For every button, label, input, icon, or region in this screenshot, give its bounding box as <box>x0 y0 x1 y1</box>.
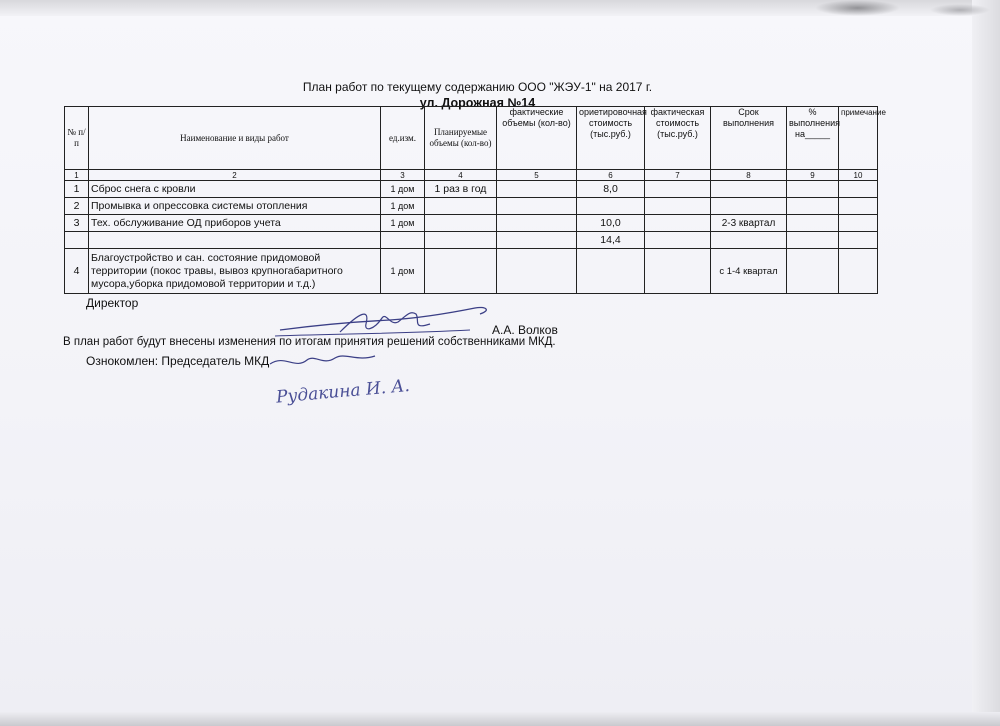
col-number: 8 <box>711 170 787 181</box>
scan-smudge <box>930 4 990 16</box>
planned-volume <box>425 215 497 232</box>
actual-cost <box>645 232 711 249</box>
actual-cost <box>645 249 711 294</box>
actual-cost <box>645 181 711 198</box>
work-plan-table <box>64 106 886 294</box>
work-name: Промывка и опрессовка системы отопления <box>89 198 381 215</box>
director-label: Директор <box>86 296 139 310</box>
work-name: Тех. обслуживание ОД приборов учета <box>89 215 381 232</box>
table-row <box>65 215 878 232</box>
term <box>711 181 787 198</box>
actual-volume <box>497 215 577 232</box>
remark <box>839 198 878 215</box>
percent-done <box>787 198 839 215</box>
scan-smudge <box>815 0 900 16</box>
col-number: 6 <box>577 170 645 181</box>
col-header: примечание <box>839 107 878 170</box>
scan-edge-bottom <box>0 712 1000 726</box>
unit <box>381 232 425 249</box>
unit: 1 дом <box>381 215 425 232</box>
row-number: 3 <box>65 215 89 232</box>
document-title: План работ по текущему содержанию ООО "ЖЭУ-1" на 2017 г. <box>302 80 653 94</box>
unit: 1 дом <box>381 249 425 294</box>
unit: 1 дом <box>381 181 425 198</box>
term: 2-3 квартал <box>711 215 787 232</box>
remark <box>839 249 878 294</box>
chairman-handwritten-name <box>272 372 442 412</box>
col-number: 7 <box>645 170 711 181</box>
remark <box>839 181 878 198</box>
col-header: Планируемые объемы (кол-во) <box>425 107 497 170</box>
col-header: Наименование и виды работ <box>89 107 381 170</box>
actual-volume <box>497 232 577 249</box>
table-row <box>65 249 878 294</box>
col-header: Срок выполнения <box>711 107 787 170</box>
svg-text:Рудакина И. А.: Рудакина И. А. <box>275 375 411 408</box>
col-number: 9 <box>787 170 839 181</box>
col-number: 5 <box>497 170 577 181</box>
col-header: ориетировочная стоимость (тыс.руб.) <box>577 107 645 170</box>
unit: 1 дом <box>381 198 425 215</box>
plan-change-note: В план работ будут внесены изменения по итогам принятия решений собственниками МКД. <box>63 336 556 348</box>
work-name: Благоустройство и сан. состояние придомовой территории (покос травы, вывоз крупногабаритного мусора,уборка придомовой территории и т.д.) <box>89 249 381 294</box>
col-number: 2 <box>89 170 381 181</box>
col-header: ед.изм. <box>381 107 425 170</box>
col-header: фактические объемы (кол-во) <box>497 107 577 170</box>
planned-volume <box>425 249 497 294</box>
table-header-row <box>65 107 878 170</box>
estimated-cost: 14,4 <box>577 232 645 249</box>
estimated-cost: 8,0 <box>577 181 645 198</box>
estimated-cost <box>577 249 645 294</box>
scan-edge-right <box>972 0 1000 726</box>
chairman-signature <box>265 350 385 374</box>
col-number: 1 <box>65 170 89 181</box>
term: с 1-4 квартал <box>711 249 787 294</box>
row-number: 4 <box>65 249 89 294</box>
estimated-cost: 10,0 <box>577 215 645 232</box>
col-header: фактическая стоимость (тыс.руб.) <box>645 107 711 170</box>
col-number: 3 <box>381 170 425 181</box>
table-row <box>65 181 878 198</box>
col-header: № п/п <box>65 107 89 170</box>
actual-cost <box>645 215 711 232</box>
term <box>711 198 787 215</box>
col-number: 4 <box>425 170 497 181</box>
row-number: 2 <box>65 198 89 215</box>
planned-volume: 1 раз в год <box>425 181 497 198</box>
actual-cost <box>645 198 711 215</box>
remark <box>839 232 878 249</box>
actual-volume <box>497 249 577 294</box>
row-number <box>65 232 89 249</box>
percent-done <box>787 181 839 198</box>
actual-volume <box>497 198 577 215</box>
column-number-row <box>65 170 878 181</box>
row-number: 1 <box>65 181 89 198</box>
planned-volume <box>425 198 497 215</box>
actual-volume <box>497 181 577 198</box>
table-row <box>65 198 878 215</box>
remark <box>839 215 878 232</box>
planned-volume <box>425 232 497 249</box>
director-name: А.А. Волков <box>492 323 558 337</box>
percent-done <box>787 215 839 232</box>
term <box>711 232 787 249</box>
estimated-cost <box>577 198 645 215</box>
table-row <box>65 232 878 249</box>
work-name: Сброс снега с кровли <box>89 181 381 198</box>
acknowledged-label: Ознокомлен: Председатель МКД <box>86 354 270 368</box>
document-address: ул. Дорожная №14 <box>419 96 536 110</box>
col-header: % выполнения на_____ <box>787 107 839 170</box>
col-number: 10 <box>839 170 878 181</box>
work-name <box>89 232 381 249</box>
percent-done <box>787 249 839 294</box>
percent-done <box>787 232 839 249</box>
